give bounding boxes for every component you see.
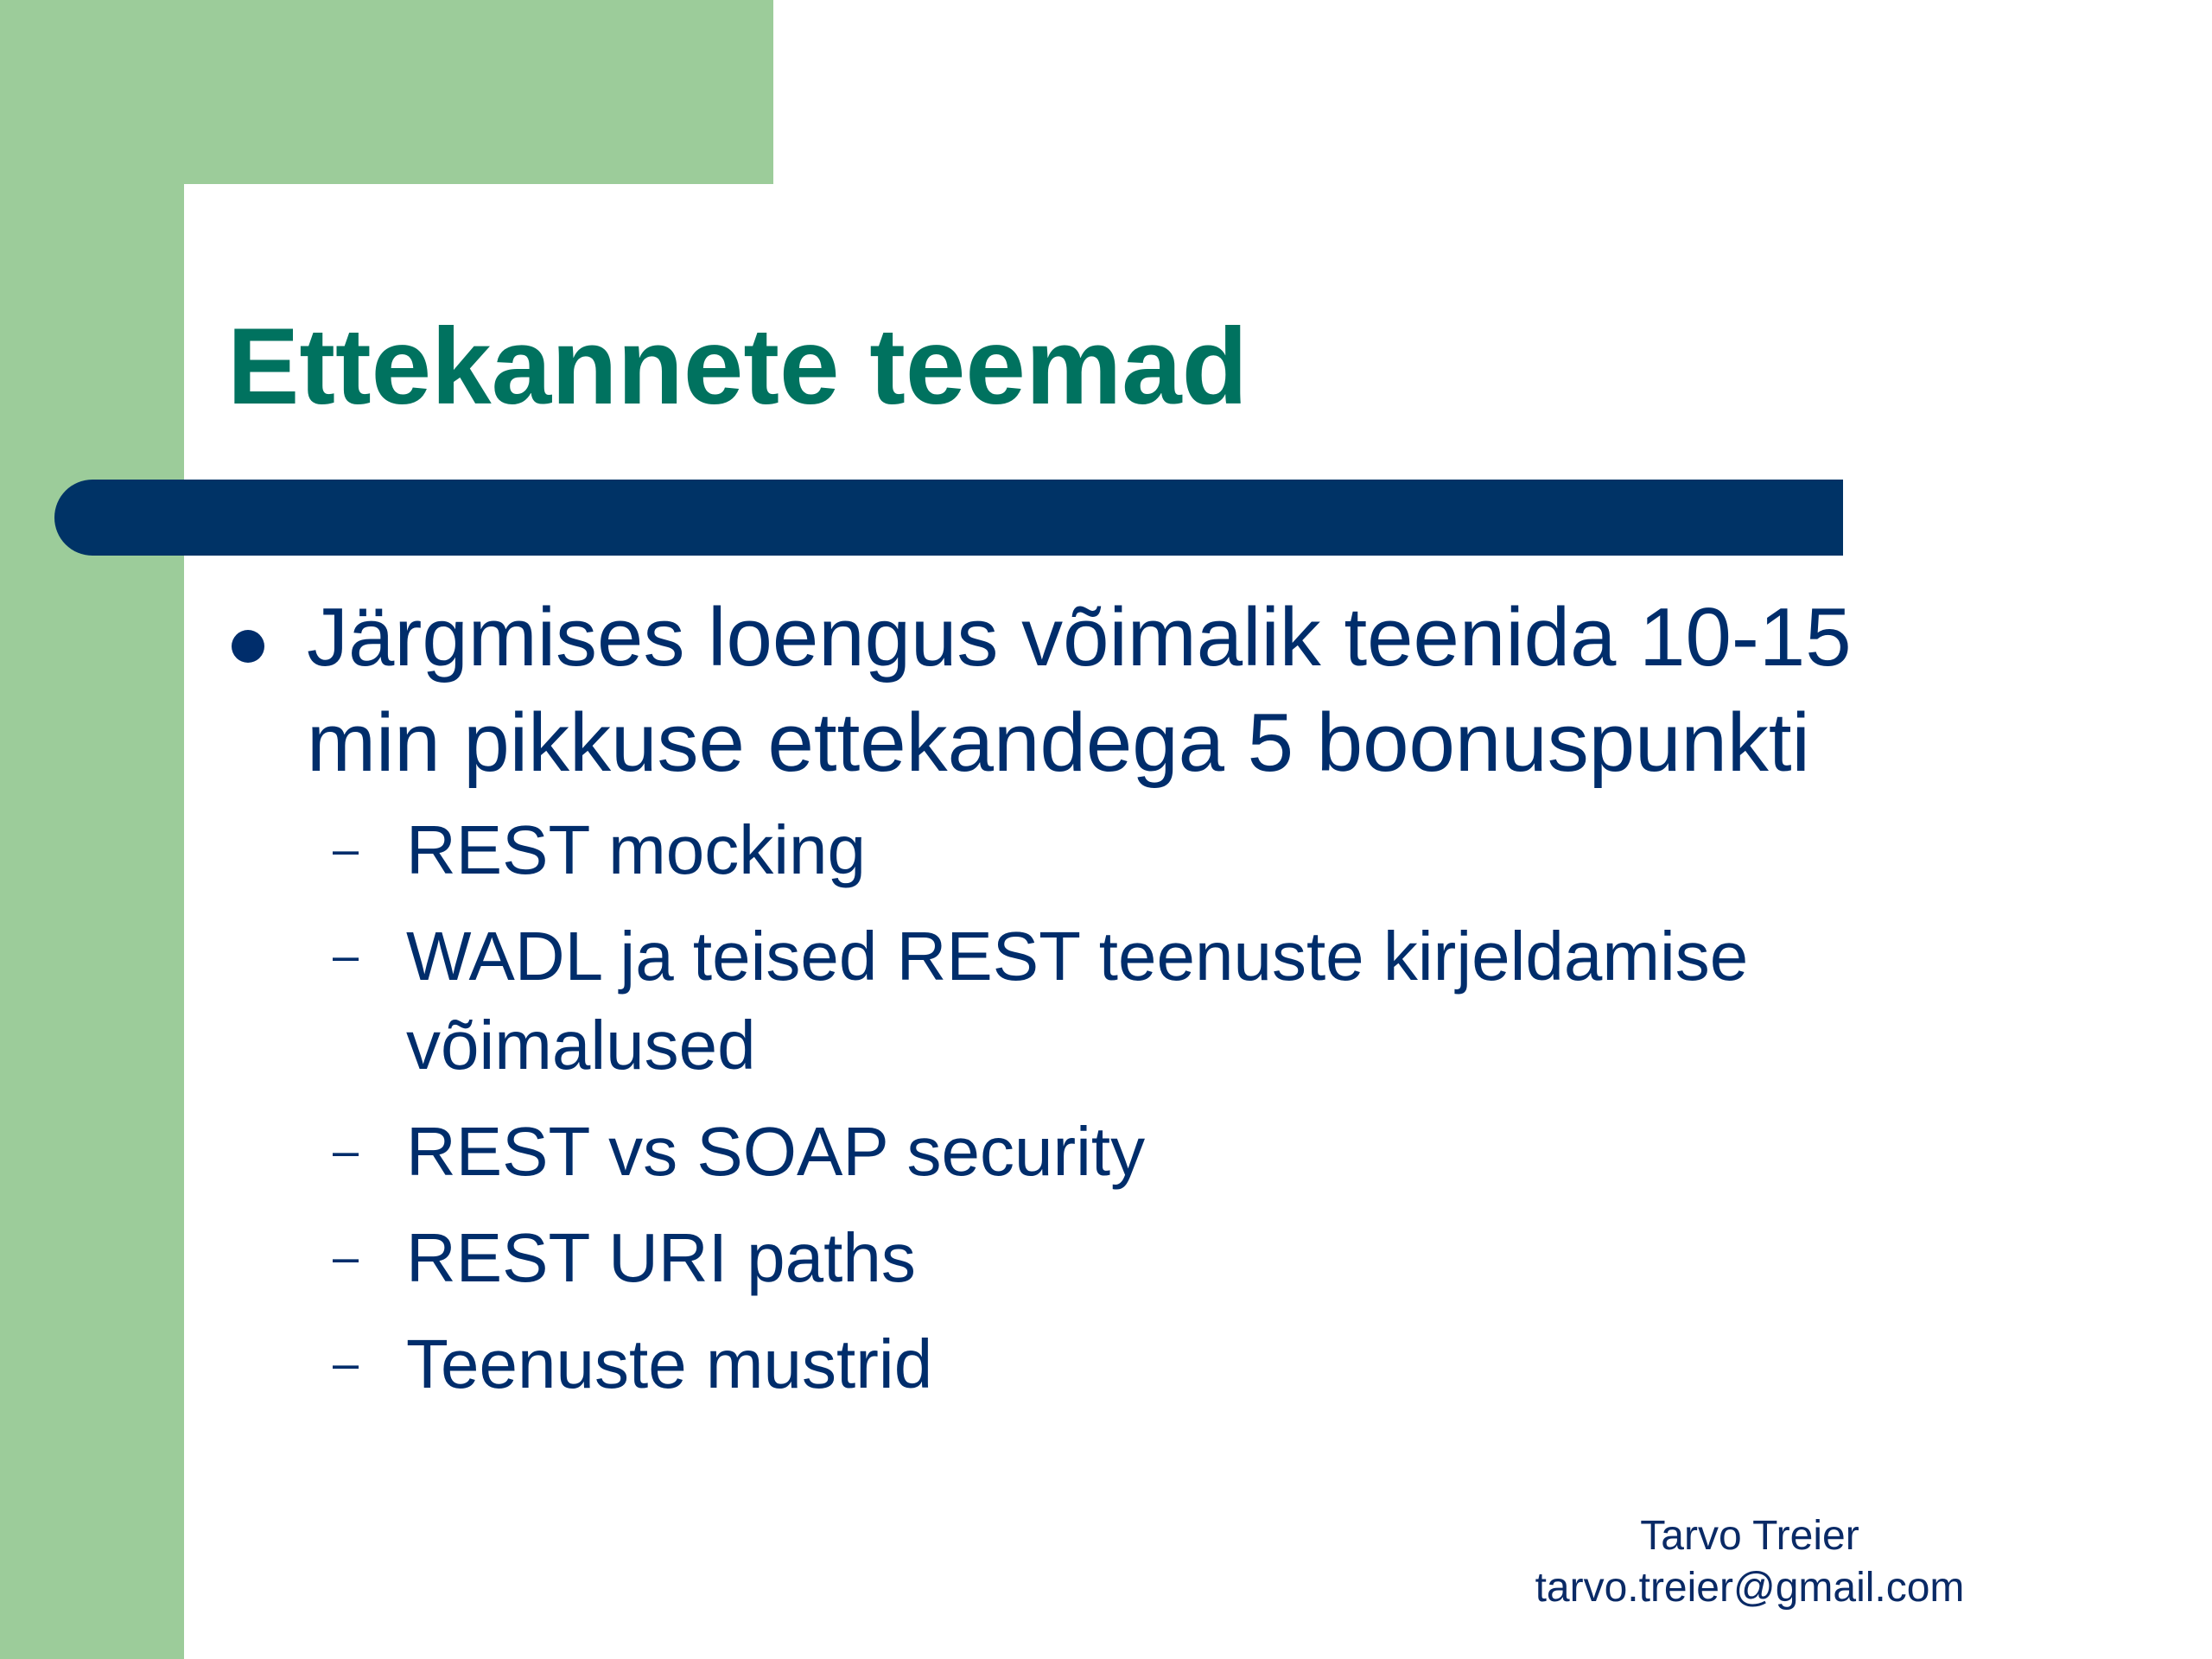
- sub-bullet-item: [333, 912, 1931, 1090]
- slide-title: Ettekannete teemad: [227, 307, 1248, 427]
- sub-bullet-item: [333, 1107, 1931, 1196]
- sub-bullet-text: Teenuste mustrid: [406, 1325, 933, 1402]
- sub-bullet-item: [333, 805, 1931, 894]
- sub-bullet-text: REST vs SOAP security: [406, 1113, 1146, 1190]
- author-footer: [1460, 1510, 2039, 1614]
- sub-bullet-dash: –: [333, 1231, 359, 1283]
- sub-bullet-item: [333, 1213, 1931, 1302]
- author-name: Tarvo Treier: [1640, 1513, 1859, 1559]
- sub-bullet-dash: –: [333, 1125, 359, 1177]
- title-underline-bar: [54, 480, 1843, 556]
- sub-bullet-text: WADL ja teised REST teenuste kirjeldamise võimalused: [406, 918, 1749, 1084]
- green-left-panel: [0, 0, 184, 1659]
- main-bullet-text: Järgmises loengus võimalik teenida 10-15 min pikkuse ettekandega 5 boonuspunkti: [307, 591, 1852, 789]
- sub-bullet-list: [333, 805, 1931, 1426]
- sub-bullet-item: [333, 1319, 1931, 1408]
- sub-bullet-dash: –: [333, 823, 359, 875]
- sub-bullet-text: REST mocking: [406, 811, 867, 888]
- sub-bullet-dash: –: [333, 930, 359, 982]
- main-bullet-dot: [232, 630, 264, 663]
- green-top-panel: [0, 0, 773, 184]
- sub-bullet-dash: –: [333, 1338, 359, 1389]
- sub-bullet-text: REST URI paths: [406, 1219, 916, 1296]
- author-email: tarvo.treier@gmail.com: [1535, 1565, 1965, 1611]
